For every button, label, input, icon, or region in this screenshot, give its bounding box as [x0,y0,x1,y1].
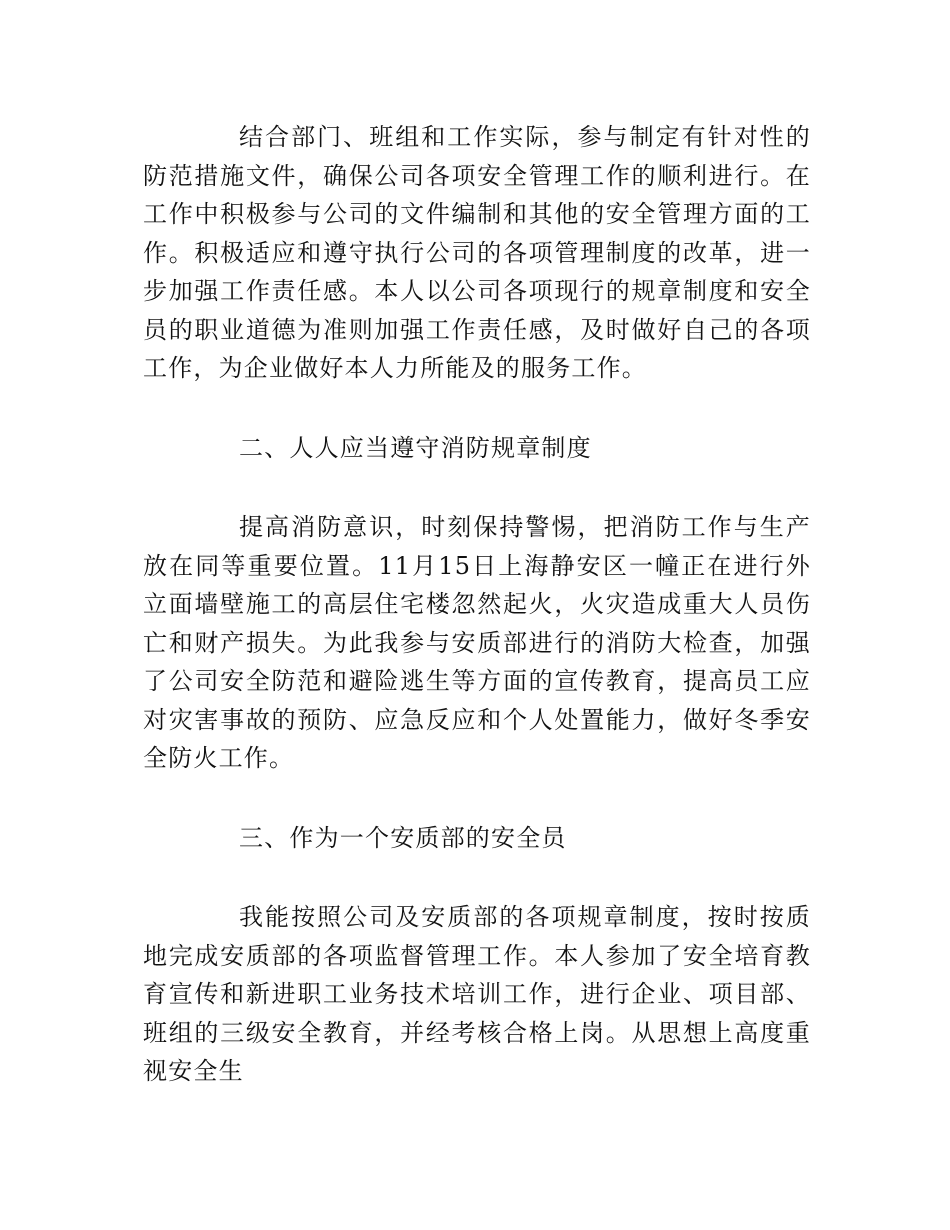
spacer [143,778,811,819]
paragraph-safety-management: 结合部门、班组和工作实际，参与制定有针对性的防范措施文件，确保公司各项安全管理工作的顺利进行。在工作中积极参与公司的文件编制和其他的安全管理方面的工作。积极适应和遵守执行公司的各项管理制度的改革，进一步加强工作责任感。本人以公司各项现行的规章制度和安全员的职业道德为准则加强工作责任感，及时做好自己的各项工作，为企业做好本人力所能及的服务工作。 [143,123,811,382]
spacer [143,388,811,429]
paragraph-supervision-work: 我能按照公司及安质部的各项规章制度，按时按质地完成安质部的各项监督管理工作。本人参加了安全培育教育宣传和新进职工业务技术培训工作，进行企业、项目部、班组的三级安全教育，并经考核合格上岗。从思想上高度重视安全生 [143,903,811,1085]
section-heading-safety-officer: 三、作为一个安质部的安全员 [239,823,567,852]
document-page [143,118,811,1091]
spacer [143,467,811,508]
spacer [143,857,811,898]
paragraph-fire-awareness: 提高消防意识，时刻保持警惕，把消防工作与生产放在同等重要位置。11月15日上海静安区一幢正在进行外立面墙壁施工的高层住宅楼忽然起火，火灾造成重大人员伤亡和财产损失。为此我参与安质部进行的消防大检查，加强了公司安全防范和避险逃生等方面的宣传教育，提高员工应对灾害事故的预防、应急反应和个人处置能力，做好冬季安全防火工作。 [143,513,811,772]
section-heading-fire-rules: 二、人人应当遵守消防规章制度 [239,433,592,462]
